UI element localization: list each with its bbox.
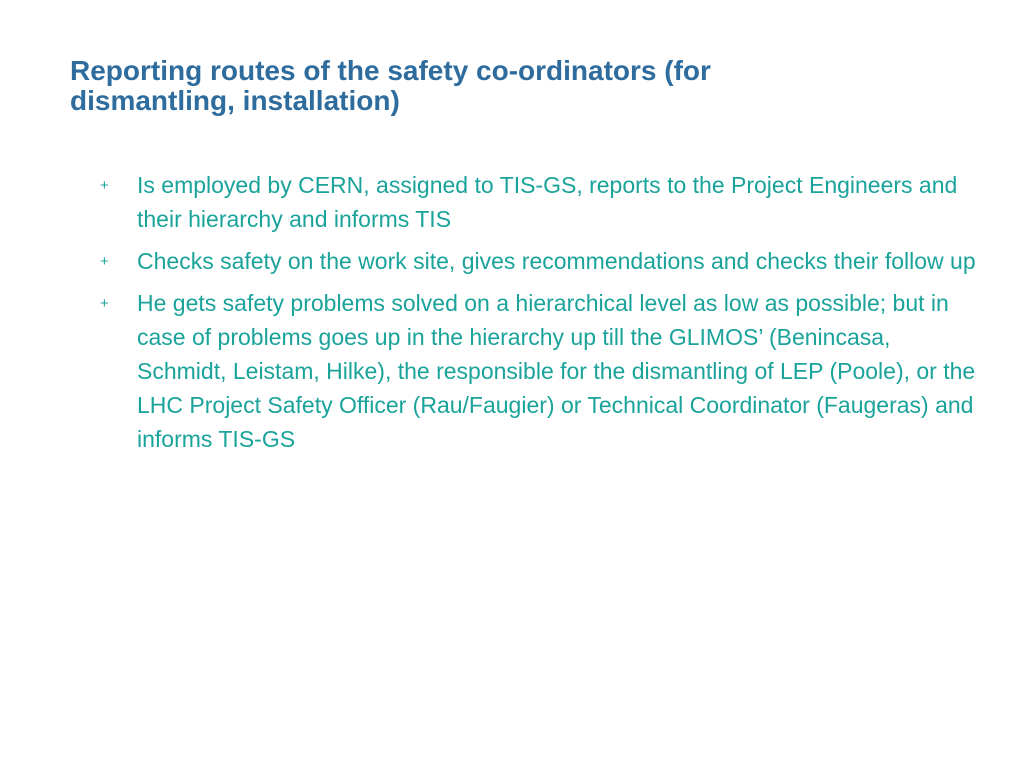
plus-bullet-icon: + [100,253,109,270]
plus-bullet-icon: + [100,177,109,194]
bullet-text: He gets safety problems solved on a hierarchical level as low as possible; but in case of problems goes up in the hierarchy up till the GLIMOS’ (Benincasa, Schmidt, Leistam, Hilke), the responsible for the dismantling of LEP (Poole), or the LHC Project Safety Officer (Rau/Faugier) or Technical Coordinator (Faugeras) and informs TIS-GS [137,290,987,452]
bullet-item-safety-checks [100,244,980,278]
bullet-text: Is employed by CERN, assigned to TIS-GS, reports to the Project Engineers and their hierarchy and informs TIS [137,172,964,232]
plus-bullet-icon: + [100,295,109,312]
bullet-item-employment [100,168,980,236]
bullet-item-escalation [100,286,987,456]
bullet-list [100,168,987,464]
bullet-text: Checks safety on the work site, gives recommendations and checks their follow up [137,248,976,274]
slide-title: Reporting routes of the safety co-ordinators (for dismantling, installation) [70,55,711,116]
